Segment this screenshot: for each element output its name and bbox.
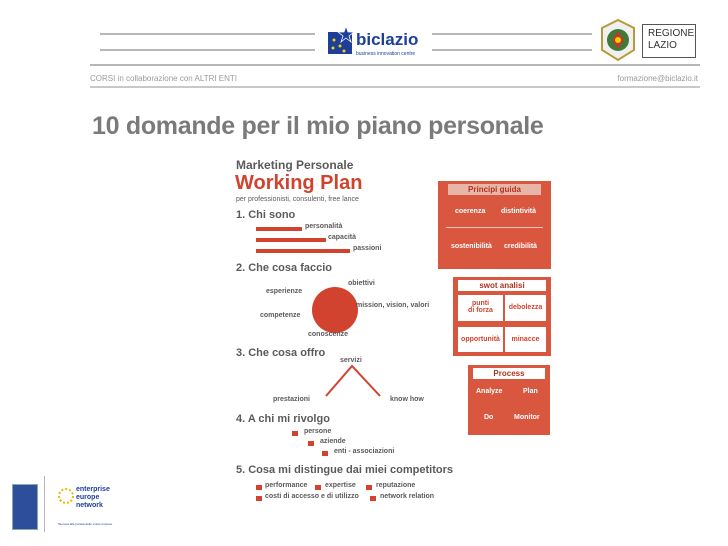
footer-vertical-rule <box>44 476 45 532</box>
een-line2: europe <box>76 494 100 501</box>
footer-institution-logo <box>12 484 38 530</box>
s3-know-how: know how <box>390 396 424 403</box>
s2-esperienze: esperienze <box>266 288 303 295</box>
process-plan: Plan <box>523 388 538 395</box>
plan-title: Working Plan <box>235 172 363 194</box>
s1-item-personalita: personalità <box>305 223 343 230</box>
s5-marker-4 <box>256 496 262 501</box>
een-logo <box>58 486 118 530</box>
s5-marker-3 <box>366 485 372 490</box>
header-rule-bottom <box>100 49 315 51</box>
s4-marker-2 <box>308 441 314 446</box>
een-line3: network <box>76 502 103 509</box>
principi-title: Principi guida <box>448 184 541 195</box>
s3-triangle-diagram <box>318 362 388 402</box>
s1-item-capacita: capacità <box>328 234 357 241</box>
swot-minacce: minacce <box>505 327 546 352</box>
s5-reputazione: reputazione <box>376 482 416 489</box>
section-5-heading: 5. Cosa mi distingue dai miei competitors <box>236 464 453 476</box>
swot-title: swot analisi <box>458 280 546 291</box>
een-tagline: l'Europa alla portata delle vostre imprese <box>58 522 113 526</box>
title-rule <box>90 86 700 88</box>
s3-servizi: servizi <box>340 357 362 364</box>
s2-obiettivi: obiettivi <box>348 280 375 287</box>
s2-mission: mission, vision, valori <box>356 302 430 309</box>
een-stars-icon <box>58 488 74 504</box>
s4-aziende: aziende <box>320 438 346 445</box>
s1-bar-1 <box>256 227 302 231</box>
contact-email-link[interactable]: formazione@biclazio.it <box>617 74 698 83</box>
process-do: Do <box>484 414 494 421</box>
s1-bar-2 <box>256 238 326 242</box>
section-4-heading: 4. A chi mi rivolgo <box>236 413 330 425</box>
principi-sostenibilita: sostenibilità <box>451 243 492 250</box>
bic-logo-subtitle: business innovation centre <box>356 51 416 57</box>
s1-item-passioni: passioni <box>353 245 382 252</box>
principi-guida-panel <box>438 181 551 269</box>
page-title: 10 domande per il mio piano personale <box>92 112 544 140</box>
s4-marker-1 <box>292 431 298 436</box>
regione-logo-line1: REGIONE <box>648 28 695 39</box>
s5-marker-1 <box>256 485 262 490</box>
s5-costi: costi di accesso e di utilizzo <box>265 493 359 500</box>
swot-punti-forza: punti di forza <box>458 295 503 321</box>
process-panel <box>468 365 550 435</box>
s5-marker-2 <box>315 485 321 490</box>
s5-marker-5 <box>370 496 376 501</box>
process-title: Process <box>473 368 545 379</box>
s5-expertise: expertise <box>325 482 356 489</box>
principi-credibilita: credibilità <box>504 243 538 250</box>
s5-performance: performance <box>265 482 308 489</box>
s4-persone: persone <box>304 428 332 435</box>
s2-competenze: competenze <box>260 312 301 319</box>
process-monitor: Monitor <box>514 414 540 421</box>
regione-logo-line2: LAZIO <box>648 40 677 51</box>
s5-network: network relation <box>380 493 435 500</box>
bic-stars-icon <box>324 26 358 56</box>
bic-logo-text: biclazio <box>356 30 419 49</box>
s2-conoscenze: conoscenze <box>308 331 349 338</box>
process-analyze: Analyze <box>476 388 503 395</box>
swot-panel <box>453 277 551 356</box>
s1-bar-3 <box>256 249 350 253</box>
een-line1: enterprise <box>76 486 110 493</box>
swot-debolezza: debolezza <box>505 295 546 321</box>
bic-lazio-logo <box>322 22 430 62</box>
header-rule-full <box>90 64 700 66</box>
section-1-heading: 1. Chi sono <box>236 209 296 221</box>
swot-opportunita: opportunità <box>458 327 503 352</box>
header-rule-top <box>100 33 315 35</box>
header-rule-right-top <box>432 33 592 35</box>
s3-prestazioni: prestazioni <box>273 396 310 403</box>
principi-distintivita: distintività <box>501 208 537 215</box>
plan-subtitle: per professionisti, consulenti, free lance <box>236 196 359 203</box>
header-rule-right-bottom <box>432 49 592 51</box>
regione-lazio-logo <box>598 18 708 64</box>
principi-coerenza: coerenza <box>455 208 486 215</box>
header-left-text: CORSI in collaborazione con ALTRI ENTI <box>90 74 238 83</box>
regione-crest-icon <box>598 18 638 62</box>
s4-enti: enti - associazioni <box>334 448 395 455</box>
s4-marker-3 <box>322 451 328 456</box>
section-2-heading: 2. Che cosa faccio <box>236 262 332 274</box>
section-3-heading: 3. Che cosa offro <box>236 347 326 359</box>
plan-kicker: Marketing Personale <box>236 158 354 172</box>
